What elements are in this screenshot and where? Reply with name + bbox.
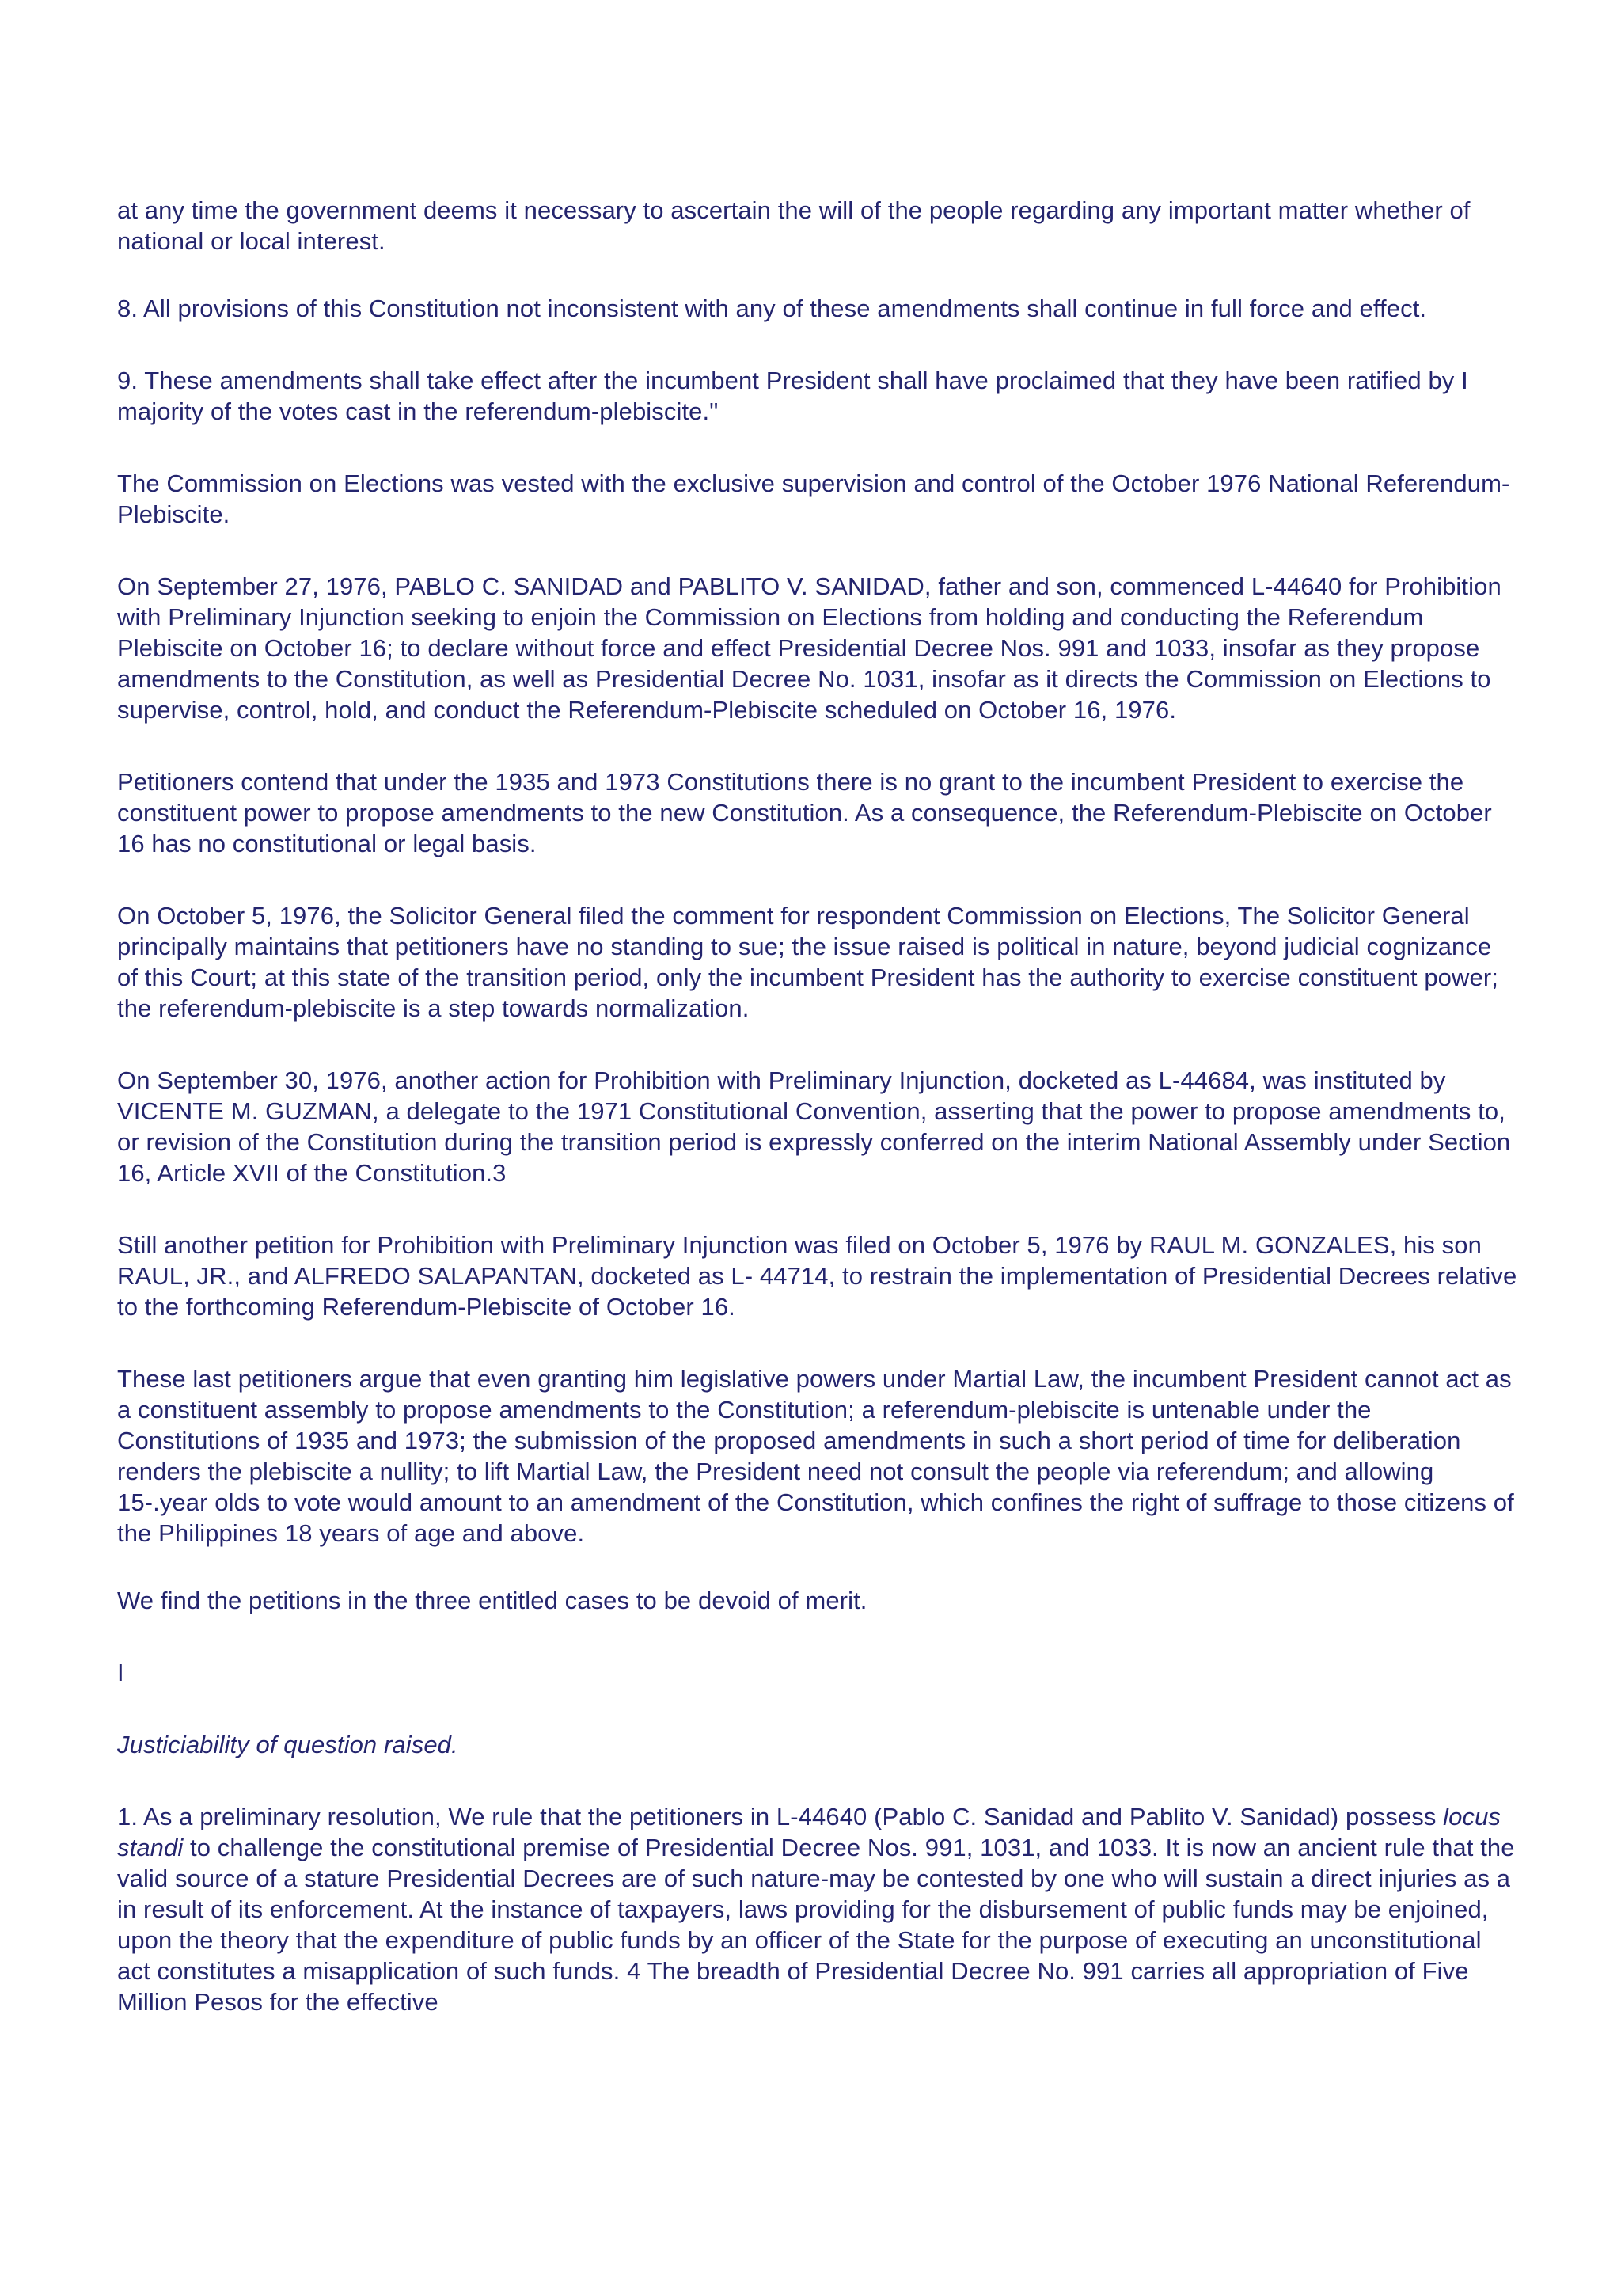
paragraph-sanidad-petition: On September 27, 1976, PABLO C. SANIDAD and PABLITO V. SANIDAD, father and son, commenced L-44640 for Prohibition with Preliminary Injunction seeking to enjoin the Commission on Elections from holding and conducting the Referendum Plebiscite on October 16; to declare without force and effect Presidential Decree Nos. 991 and 1033, insofar as they propose amendments to the Constitution, as well as Presidential Decree No. 1031, insofar as it directs the Commission on Elections to supervise, control, hold, and conduct the Referendum-Plebiscite scheduled on October 16, 1976. [117,572,1501,724]
paragraph-gonzales-petition: Still another petition for Prohibition with Preliminary Injunction was filed on October 5, 1976 by RAUL M. GONZALES, his son RAUL, JR., and ALFREDO SALAPANTAN, docketed as L- 44714, to restrain the implementation of Presidential Decrees relative to the forthcoming Referendum-Plebiscite of October 16. [117,1231,1517,1321]
paragraph-text-after-italic: to challenge the constitutional premise of Presidential Decree Nos. 991, 1031, and 1033. It is now an ancient rule that the valid source of a stature Presidential Decrees are of such nature-may be contested by one who will sustain a direct injuries as a in result of its enforcement. At the instance of taxpayers, laws providing for the disbursement of public funds may be enjoined, upon the theory that the expenditure of public funds by an officer of the State for the purpose of executing an unconstitutional act constitutes a misapplication of such funds. 4 The breadth of Presidential Decree No. 991 carries all appropriation of Five Million Pesos for the effective [117,1834,1515,2016]
paragraph-last-petitioners-argue: These last petitioners argue that even granting him legislative powers under Martial Law, the incumbent President cannot act as a constituent assembly to propose amendments to the Constitution; a referendum-plebiscite is untenable under the Constitutions of 1935 and 1973; the submission of the proposed amendments in such a short period of time for deliberation renders the plebiscite a nullity; to lift Martial Law, the President need not consult the people via referendum; and allowing 15-.year olds to vote would amount to an amendment of the Constitution, which confines the right of suffrage to those citizens of the Philippines 18 years of age and above. [117,1365,1514,1547]
paragraph-comelec-supervision: The Commission on Elections was vested with the exclusive supervision and control of the October 1976 National Referendum-Plebiscite. [117,469,1510,528]
paragraph-devoid-of-merit: We find the petitions in the three entitled cases to be devoid of merit. [117,1587,867,1614]
paragraph-solicitor-general: On October 5, 1976, the Solicitor General filed the comment for respondent Commission on Elections, The Solicitor General principally maintains that petitioners have no standing to sue; the issue raised is political in nature, beyond judicial cognizance of this Court; at this state of the transition period, only the incumbent President has the authority to exercise constituent power; the referendum-plebiscite is a step towards normalization. [117,902,1498,1022]
paragraph-petitioners-contend: Petitioners contend that under the 1935 and 1973 Constitutions there is no grant to the incumbent President to exercise the constituent power to propose amendments to the new Constitution. As a consequence, the Referendum-Plebiscite on October 16 has no constitutional or legal basis. [117,768,1492,857]
section-roman-numeral: I [117,1659,124,1686]
section-heading: Justiciability of question raised. [117,1731,458,1758]
paragraph-item-9: 9. These amendments shall take effect after the incumbent President shall have proclaimed that they have been ratified by I majority of the votes cast in the referendum-plebiscite." [117,367,1468,425]
paragraph-guzman-petition: On September 30, 1976, another action for Prohibition with Preliminary Injunction, docketed as L-44684, was instituted by VICENTE M. GUZMAN, a delegate to the 1971 Constitutional Convention, asserting that the power to propose amendments to, or revision of the Constitution during the transition period is expressly conferred on the interim National Assembly under Section 16, Article XVII of the Constitution.3 [117,1066,1511,1187]
italic-term-locus-standi: locus standi [117,1803,1501,1861]
paragraph-continuation: at any time the government deems it necessary to ascertain the will of the people regarding any important matter whether of national or local interest. [117,196,1471,255]
paragraph-text-before-italic: 1. As a preliminary resolution, We rule that the petitioners in L-44640 (Pablo C. Sanidad and Pablito V. Sanidad) possess [117,1803,1444,1830]
paragraph-item-8: 8. All provisions of this Constitution not inconsistent with any of these amendments shall continue in full force and effect. [117,295,1427,322]
paragraph-preliminary-resolution [117,1801,1518,2017]
document-body [117,195,1518,2058]
